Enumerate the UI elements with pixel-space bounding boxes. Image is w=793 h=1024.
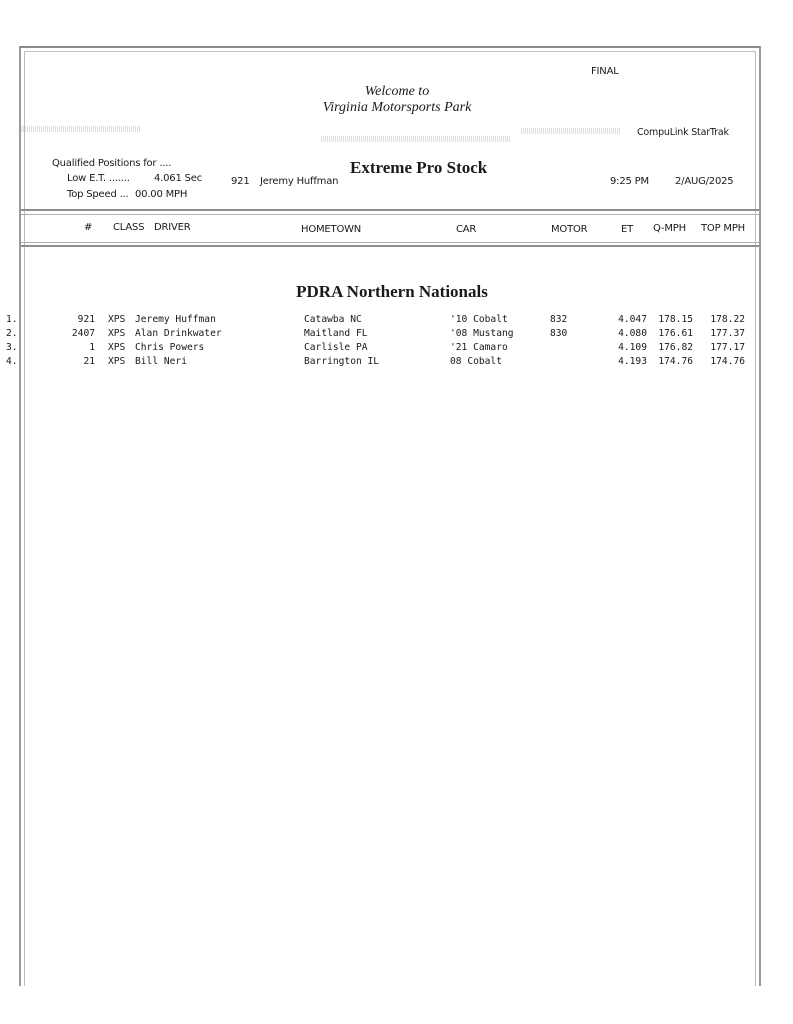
cell-et: 4.047 — [618, 314, 647, 325]
cell-pos: 3. — [6, 342, 18, 353]
system-name: CompuLink StarTrak — [637, 127, 729, 138]
top-speed-value: 00.00 MPH — [135, 189, 188, 200]
low-et-driver: Jeremy Huffman — [260, 176, 339, 187]
cell-driver: Alan Drinkwater — [135, 328, 222, 339]
cell-et: 4.080 — [618, 328, 647, 339]
class-title: Extreme Pro Stock — [350, 158, 488, 177]
col-et: ET — [621, 224, 634, 235]
cell-hometown: Barrington IL — [304, 356, 380, 367]
cell-qmph: 178.15 — [658, 314, 693, 325]
low-et-car-number: 921 — [231, 176, 250, 187]
sheet-inner-border — [24, 51, 756, 986]
header-rule-top — [21, 209, 759, 211]
report-date: 2/AUG/2025 — [675, 176, 734, 187]
header-rule-top-inner — [21, 214, 759, 215]
cell-et: 4.109 — [618, 342, 647, 353]
cell-pos: 2. — [6, 328, 18, 339]
dotted-band-right — [521, 128, 621, 134]
header-rule-bottom — [21, 245, 759, 247]
cell-num: 1 — [89, 342, 95, 353]
cell-driver: Bill Neri — [135, 356, 187, 367]
low-et-value: 4.061 Sec — [154, 173, 203, 184]
cell-num: 921 — [77, 314, 95, 325]
cell-class: XPS — [108, 328, 126, 339]
cell-car: '10 Cobalt — [450, 314, 508, 325]
cell-class: XPS — [108, 356, 126, 367]
cell-hometown: Catawba NC — [304, 314, 362, 325]
qualified-label: Qualified Positions for .... — [52, 158, 172, 169]
col-num: # — [84, 222, 93, 233]
event-name: PDRA Northern Nationals — [296, 282, 488, 301]
cell-motor: 830 — [550, 328, 568, 339]
col-class: CLASS — [113, 222, 145, 233]
cell-motor: 832 — [550, 314, 568, 325]
cell-qmph: 174.76 — [658, 356, 693, 367]
table-row — [6, 314, 763, 328]
top-speed-label: Top Speed ... — [67, 189, 129, 200]
col-motor: MOTOR — [551, 224, 588, 235]
cell-num: 2407 — [71, 328, 95, 339]
col-qmph: Q-MPH — [653, 223, 686, 234]
cell-qmph: 176.82 — [658, 342, 693, 353]
cell-num: 21 — [83, 356, 95, 367]
cell-class: XPS — [108, 342, 126, 353]
cell-pos: 1. — [6, 314, 18, 325]
cell-pos: 4. — [6, 356, 18, 367]
cell-qmph: 176.61 — [658, 328, 693, 339]
welcome-text: Welcome to — [364, 84, 430, 99]
cell-driver: Chris Powers — [135, 342, 205, 353]
track-name: Virginia Motorsports Park — [322, 100, 472, 115]
status-label: FINAL — [591, 66, 619, 77]
table-row — [6, 328, 763, 342]
cell-topmph: 178.22 — [710, 314, 745, 325]
cell-hometown: Maitland FL — [304, 328, 368, 339]
col-driver: DRIVER — [154, 222, 191, 233]
table-row — [6, 356, 763, 370]
col-topmph: TOP MPH — [701, 223, 745, 234]
cell-topmph: 177.37 — [710, 328, 745, 339]
dotted-band-center — [321, 136, 511, 142]
cell-car: '21 Camaro — [450, 342, 508, 353]
cell-hometown: Carlisle PA — [304, 342, 368, 353]
dotted-band-left — [21, 126, 141, 132]
cell-topmph: 174.76 — [710, 356, 745, 367]
col-car: CAR — [456, 224, 477, 235]
results-sheet — [6, 46, 761, 986]
col-hometown: HOMETOWN — [301, 224, 362, 235]
cell-topmph: 177.17 — [710, 342, 745, 353]
cell-class: XPS — [108, 314, 126, 325]
cell-driver: Jeremy Huffman — [135, 314, 216, 325]
cell-car: 08 Cobalt — [450, 356, 502, 367]
table-row — [6, 342, 763, 356]
header-rule-bottom-inner — [21, 242, 759, 243]
report-time: 9:25 PM — [610, 176, 649, 187]
cell-car: '08 Mustang — [450, 328, 514, 339]
low-et-label: Low E.T. ....... — [67, 173, 130, 184]
cell-et: 4.193 — [618, 356, 647, 367]
